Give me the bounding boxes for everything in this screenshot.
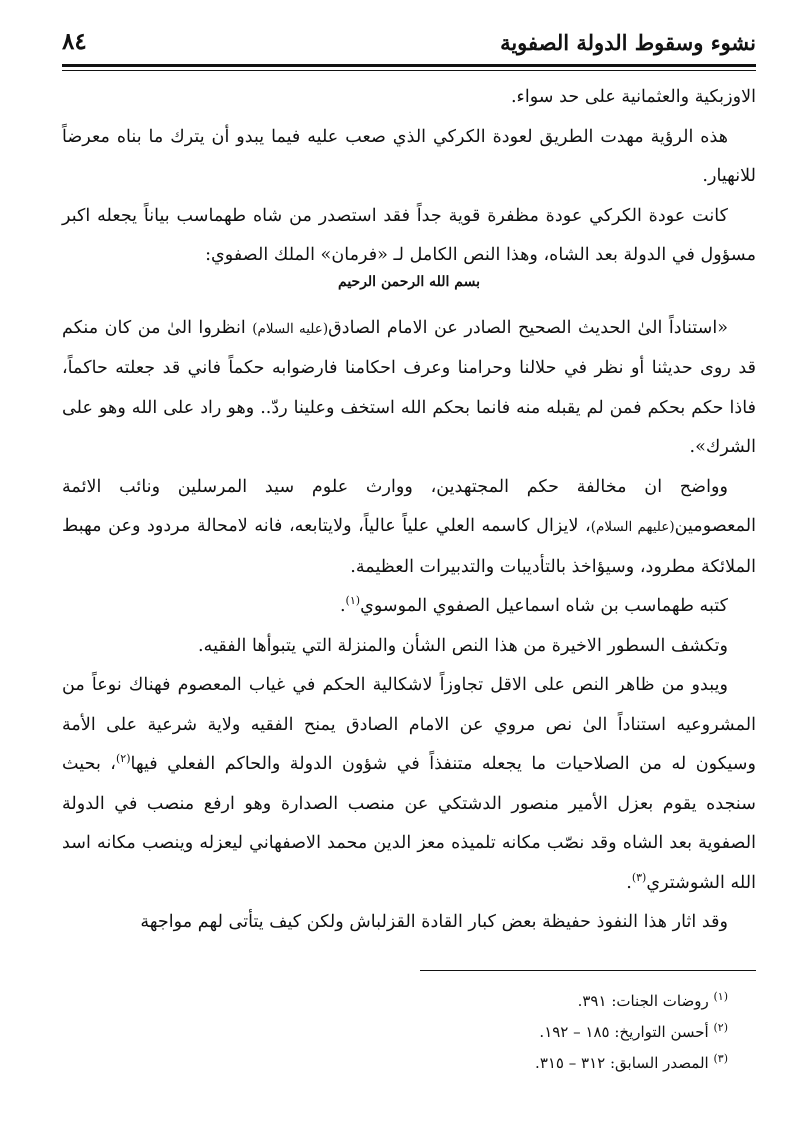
p8-text-b: ، بحيث سنجده يقوم بعزل الأمير منصور الدشتكي عن منصب الصدارة وهو ارفع منصب في الدولة الصفوية بعد الشاه وقد نصّب مكانه تلميذه معز الدين محمد الاصفهاني ليعزله وينصب مكانه اسد الله الشوشتري (62, 754, 756, 893)
paragraph-9: وقد اثار هذا النفوذ حفيظة بعض كبار القادة القزلباش ولكن كيف يتأتى لهم مواجهة (140, 912, 728, 932)
paragraph-1: الاوزبكية والعثمانية على حد سواء. (510, 87, 756, 107)
paragraph-3: كانت عودة الكركي عودة مظفرة قوية جداً فقد استصدر من شاه طهماسب بياناً يجعله اكبر مسؤول في الدولة بعد الشاه، وهذا النص الكامل لـ «فرمان» الملك الصفوي: (62, 205, 756, 265)
footnote-2 (62, 1017, 756, 1048)
paragraph-2: هذه الرؤية مهدت الطريق لعودة الكركي الذي صعب عليه فيما يبدو أن يترك ما بناه معرضاً للانهيار. (62, 126, 756, 186)
running-title: نشوء وسقوط الدولة الصفوية (500, 30, 756, 55)
footnote-3 (62, 1048, 756, 1079)
footnote-text: روضات الجنات: ٣٩١. (577, 992, 709, 1010)
body-text (62, 78, 756, 943)
page-number: ٨٤ (62, 28, 87, 55)
footnote-separator (420, 970, 756, 971)
signature-text: كتبه طهماسب بن شاه اسماعيل الصفوي الموسوي (360, 596, 728, 616)
header-rule-thin (62, 70, 756, 71)
decree-text-a: «استناداً الىٰ الحديث الصحيح الصادر عن الامام الصادق (328, 317, 728, 338)
p8-text-a: ويبدو من ظاهر النص على الاقل تجاوزاً لاشكالية الحكم في غياب المعصوم فهناك نوعاً من المشروعيه استناداً الىٰ نص مروي عن الامام الصادق يمنح الفقيه ولاية شرعية على الأمة وسيكون له من الصلاحيات ما يجعله متنفذاً في شؤون الدولة والحاكم الفعلي فيها (62, 675, 756, 774)
footnote-marker: (٢) (713, 1021, 728, 1034)
paragraph-decree (62, 309, 756, 468)
p5-text-b: ، لايزال كاسمه العلي علياً عالياً، ولايتابعه، فانه لامحالة مردود وعن مهبط الملائكة مطرود، وسيؤاخذ بالتأديبات والتدبيرات العظيمة. (62, 516, 756, 577)
basmala: بسم الله الرحمن الرحيم (338, 273, 480, 290)
paragraph-7: وتكشف السطور الاخيرة من هذا النص الشأن والمنزلة التي يتبوأها الفقيه. (198, 635, 728, 656)
header-rule-thick (62, 64, 756, 67)
honorific-small: (عليهم السلام) (590, 519, 675, 535)
decree-text-b: انظروا الىٰ من كان منكم قد روى حديثنا أو نظر في حلالنا وحرامنا وعرف احكامنا فارضوابه حكماً فاني قد جعلته حاكماً، فاذا حكم بحكم فمن لم يقبله منه فانما بحكم الله استخف وعلينا ردّ.. وهو راد على الله وهو على الشرك». (62, 317, 756, 457)
footnote-ref-1[interactable]: (١) (345, 594, 361, 608)
footnote-marker: (١) (713, 990, 728, 1003)
footnote-ref-2[interactable]: (٢) (116, 752, 131, 766)
footnote-ref-3[interactable]: (٣) (631, 870, 647, 884)
footnotes (62, 986, 756, 1079)
paragraph-8: ويبدو من ظاهر النص على الاقل تجاوزاً لاشكالية الحكم في غياب المعصوم فهناك نوعاً من المشروعيه استناداً الىٰ نص مروي عن الامام الصادق يمنح الفقيه ولاية شرعية على الأمة وسيكون له من الصلاحيات ما يجعله متنفذاً في شؤون الدولة والحاكم الفعلي فيها$^{(٢)}$، بحيث سنجده يقوم بعزل الأمير منصور الدشتكي عن منصب الصدارة وهو ارفع منصب في الدولة الصفوية بعد الشاه وقد نصّب مكانه تلميذه معز الدين محمد الاصفهاني ليعزله وينصب مكانه اسد الله الشوشتري$^{(٣)}$. (62, 675, 756, 893)
p5-text-a: وواضح ان مخالفة حكم المجتهدين، ووارث علوم سيد المرسلين ونائب الائمة المعصومين (62, 476, 756, 536)
paragraph-signature: كتبه طهماسب بن شاه اسماعيل الصفوي الموسوي$^{(١)}$. (339, 594, 728, 616)
footnote-marker: (٣) (713, 1052, 728, 1065)
honorific-small: (عليه السلام) (252, 320, 329, 337)
page-header (62, 24, 756, 64)
footnote-1 (62, 986, 756, 1017)
paragraph-5 (62, 468, 756, 588)
footnote-text: أحسن التواريخ: ١٨٥ – ١٩٢. (539, 1023, 709, 1041)
footnote-text: المصدر السابق: ٣١٢ – ٣١٥. (535, 1054, 709, 1072)
